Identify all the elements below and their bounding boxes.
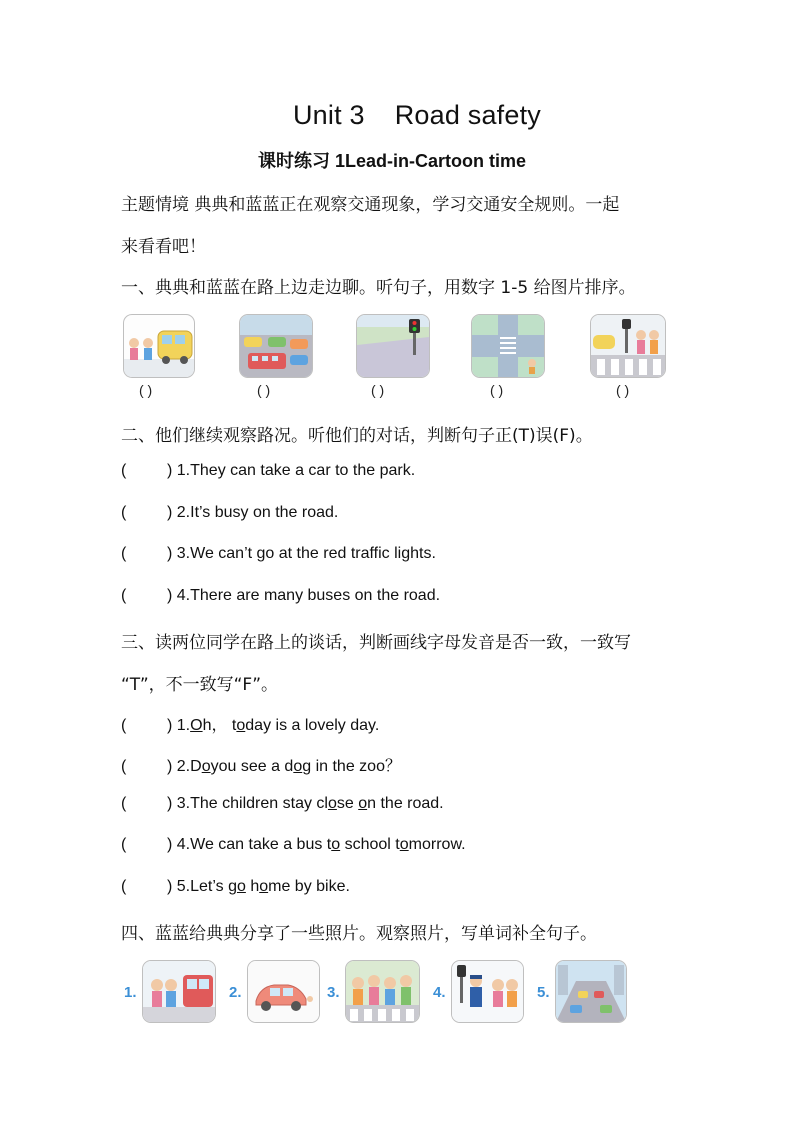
underlined-letters: o: [331, 836, 341, 853]
section2-heading: 二、他们继续观察路况。听他们的对话，判断句子正(T)误(F)。: [121, 426, 593, 446]
sentence-text: 1.: [176, 717, 191, 734]
answer-blank[interactable]: (: [121, 836, 127, 853]
section2-item-2: ( ) 2.It’s busy on the road.: [121, 504, 339, 521]
section4-heading: 四、蓝蓝给典典分享了一些照片。观察照片，写单词补全句子。: [121, 924, 597, 944]
section3-heading-2: “T”，不一致写“F”。: [121, 675, 279, 695]
police-officer-photo: [451, 960, 524, 1023]
traffic-road-photo: [555, 960, 627, 1023]
section2-item-3: ( ) 3.We can’t go at the red traffic lights.: [121, 545, 436, 562]
section3-heading-1: 三、读两位同学在路上的谈话，判断画线字母发音是否一致，一致写: [121, 633, 631, 653]
answer-bracket-4[interactable]: ( ): [490, 382, 504, 398]
intro-line-2: 来看看吧！: [121, 237, 206, 257]
section3-item-2: ( ) 2.Doyou see a dog in the zoo？: [121, 758, 401, 775]
underlined-letters: o: [399, 836, 409, 853]
sentence-text: 3.The children stay cl: [176, 795, 328, 812]
section3-item-3: ( ) 3.The children stay close on the road.: [121, 795, 444, 812]
answer-blank[interactable]: (: [121, 545, 127, 562]
car-photo: [247, 960, 320, 1023]
sentence-text: n the road.: [367, 795, 444, 812]
sentence-text: h: [245, 878, 260, 895]
sentence-text: you see a d: [210, 758, 294, 775]
answer-bracket-1[interactable]: ( ): [139, 382, 153, 398]
section3-item-5: ( ) 5.Let’s go home by bike.: [121, 878, 350, 895]
zebra-crossing-picture: [590, 314, 666, 378]
sentence-text: h， t: [202, 717, 237, 734]
topic-label: Road safety: [394, 100, 542, 130]
answer-blank[interactable]: (: [121, 462, 127, 479]
intro-line-1: 主题情境 典典和蓝蓝正在观察交通现象，学习交通安全规则。一起: [121, 195, 620, 215]
underlined-letters: o: [358, 795, 368, 812]
photo-number-1: 1.: [124, 984, 137, 1001]
answer-bracket-3[interactable]: ( ): [371, 382, 385, 398]
answer-bracket-2[interactable]: ( ): [257, 382, 271, 398]
underlined-letters: o: [327, 795, 337, 812]
photo-number-5: 5.: [537, 984, 550, 1001]
sentence-text: 2.D: [176, 758, 202, 775]
underlined-letters: o: [259, 878, 269, 895]
crossroad-picture: [471, 314, 545, 378]
page-title: [0, 100, 794, 131]
underlined-letters: go: [228, 878, 246, 895]
photo-number-2: 2.: [229, 984, 242, 1001]
photo-number-3: 3.: [327, 984, 340, 1001]
answer-bracket-5[interactable]: ( ): [616, 382, 630, 398]
section1-heading: 一、典典和蓝蓝在路上边走边聊。听句子，用数字 1-5 给图片排序。: [121, 278, 636, 298]
answer-blank[interactable]: (: [121, 795, 127, 812]
underlined-letters: O: [190, 717, 203, 734]
children-crossing-photo: [345, 960, 420, 1023]
answer-blank[interactable]: (: [121, 758, 127, 775]
traffic-light-road-picture: [356, 314, 430, 378]
unit-label: Unit 3: [292, 100, 365, 130]
busy-road-picture: [239, 314, 313, 378]
sentence-text: day is a lovely day.: [245, 717, 380, 734]
sentence-text: morrow.: [408, 836, 466, 853]
answer-blank[interactable]: (: [121, 878, 127, 895]
answer-blank[interactable]: (: [121, 504, 127, 521]
underlined-letters: o: [201, 758, 211, 775]
sentence-text: 4.We can take a bus t: [176, 836, 332, 853]
sentence-text: se: [336, 795, 359, 812]
section3-item-1: ( ) 1.Oh， today is a lovely day.: [121, 717, 380, 734]
photo-number-4: 4.: [433, 984, 446, 1001]
sentence-text: g in the zoo？: [302, 758, 401, 775]
lesson-subtitle: 课时练习 1Lead-in-Cartoon time: [257, 151, 526, 171]
sentence-text: me by bike.: [268, 878, 350, 895]
section2-item-1: ( ) 1.They can take a car to the park.: [121, 462, 416, 479]
section2-item-4: ( ) 4.There are many buses on the road.: [121, 587, 441, 604]
answer-blank[interactable]: (: [121, 587, 127, 604]
section3-item-4: ( ) 4.We can take a bus to school tomorrow.: [121, 836, 466, 853]
underlined-letters: o: [293, 758, 303, 775]
bus-stop-photo: [142, 960, 216, 1023]
sentence-text: 5.Let’s: [176, 878, 229, 895]
sentence-text: school t: [340, 836, 400, 853]
kids-and-bus-picture: [123, 314, 195, 378]
answer-blank[interactable]: (: [121, 717, 127, 734]
underlined-letters: o: [236, 717, 246, 734]
